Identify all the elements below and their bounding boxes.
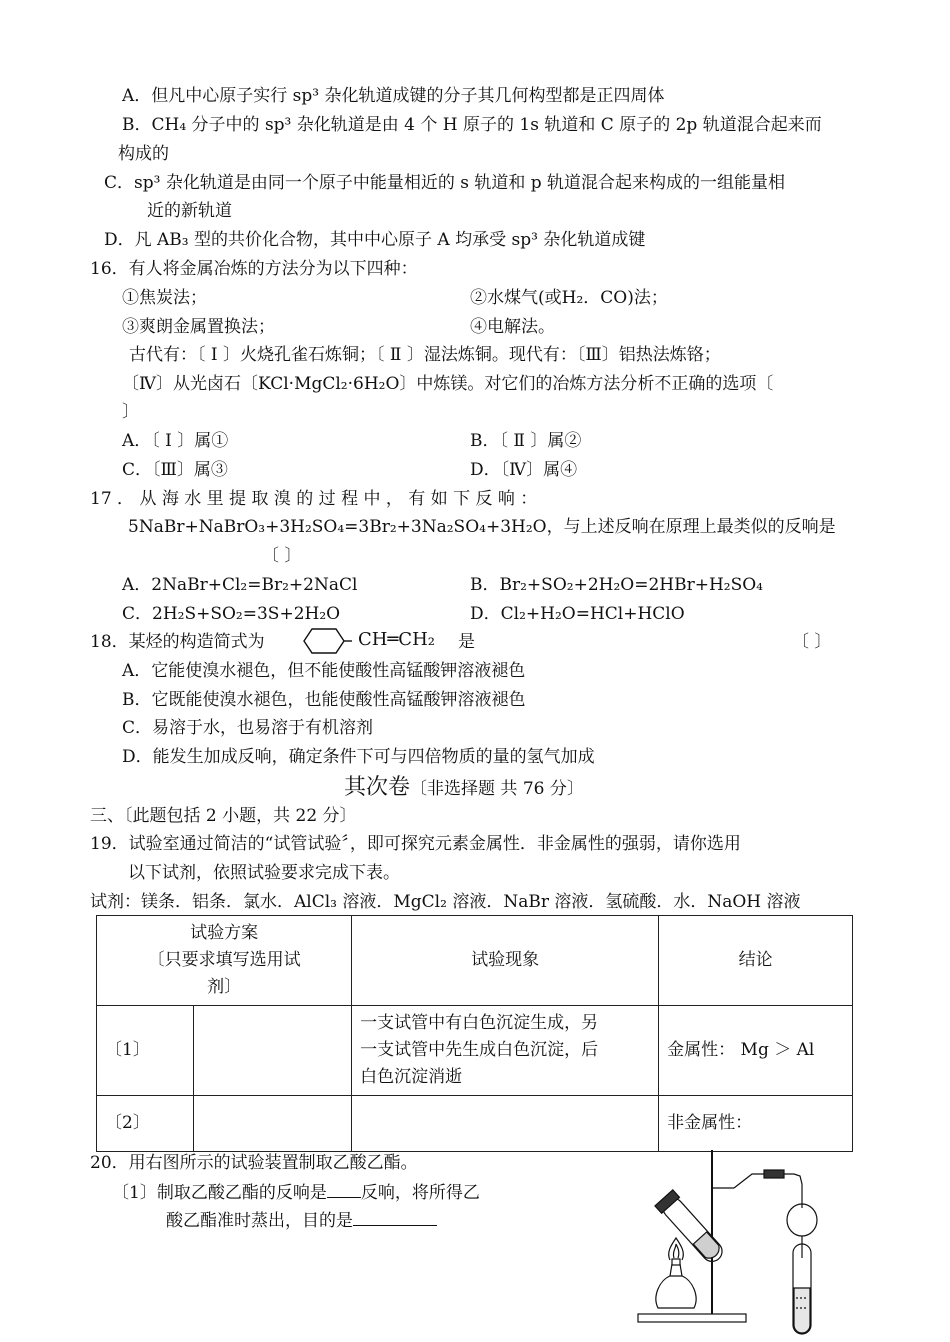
q18-option-a: A．它能使溴水褪色，但不能使酸性高锰酸钾溶液褪色: [122, 661, 526, 681]
q16-method-1: ①焦炭法；: [122, 288, 207, 308]
q17-answer-bracket: 〔 〕: [262, 546, 302, 566]
q16-option-c: C．〔Ⅲ〕属③: [122, 460, 228, 480]
row1-phenomenon-line1: 一支试管中有白色沉淀生成，另: [360, 1013, 599, 1033]
q17-option-a: A．2NaBr+Cl₂=Br₂+2NaCl: [122, 575, 358, 595]
q20-stem: 20．用右图所示的试验装置制取乙酸乙酯。: [90, 1153, 418, 1173]
q17-stem-line2: 5NaBr+NaBrO₃+3H₂SO₄=3Br₂+3Na₂SO₄+3H₂O，与上述反响在原理上最类似的反响是: [128, 517, 836, 537]
ester-apparatus-diagram: [630, 1148, 840, 1338]
row1-conclusion: 金属性： Mg ＞ Al: [659, 1006, 853, 1096]
q18-stem-post: 是: [458, 632, 475, 652]
header-plan: [97, 916, 352, 1006]
q20-blank-reaction-type[interactable]: [327, 1181, 361, 1198]
q16-option-d: D．〔Ⅳ〕属④: [470, 460, 578, 480]
q18-answer-bracket: 〔 〕: [792, 632, 832, 652]
q17-option-b: B．Br₂+SO₂+2H₂O=2HBr+H₂SO₄: [470, 575, 763, 595]
q15-option-a: A．但凡中心原子实行 sp³ 杂化轨道成键的分子其几何构型都是正四周体: [122, 86, 665, 106]
part2-title: 其次卷: [344, 775, 411, 800]
header-plan-line2: 〔只要求填写选用试: [147, 950, 301, 970]
header-plan-line1: 试验方案: [190, 923, 259, 943]
row2-phenomenon-cell[interactable]: [352, 1096, 659, 1152]
row1-phenomenon-line2: 一支试管中先生成白色沉淀，后: [360, 1040, 599, 1060]
q20-part1-line2: [166, 1209, 437, 1232]
part2-subtitle: 〔非选择题 共 76 分〕: [410, 779, 584, 799]
q16-method-3: ③爽朗金属置换法；: [122, 317, 275, 337]
q20-part1-text-b: 反响，将所得乙: [360, 1183, 480, 1203]
q17-stem-line1: 17 ． 从 海 水 里 提 取 溴 的 过 程 中 ， 有 如 下 反 响 ：: [90, 489, 538, 509]
q19-experiment-table: [96, 915, 853, 1152]
q15-option-c-line1: C．sp³ 杂化轨道是由同一个原子中能量相近的 s 轨道和 p 轨道混合起来构成的一组能量相: [104, 173, 786, 193]
section-3-heading: 三、〔此题包括 2 小题，共 22 分〕: [90, 806, 357, 826]
q16-context-line1: 古代有：〔 Ⅰ 〕火烧孔雀石炼铜；〔 Ⅱ 〕湿法炼铜。现代有：〔Ⅲ〕铝热法炼铬；: [129, 345, 721, 365]
stand-base: [638, 1314, 746, 1322]
q20-part1-line1: [112, 1181, 480, 1204]
q15-option-d: D．凡 AB₃ 型的共价化合物，其中中心原子 A 均承受 sp³ 杂化轨道成键: [104, 230, 646, 250]
q16-method-2: ②水煤气(或H₂．CO)法；: [470, 288, 668, 308]
table-row: [97, 1096, 853, 1152]
row1-phenomenon: [352, 1006, 659, 1096]
q16-option-b: B．〔 Ⅱ 〕属②: [470, 431, 582, 451]
q16-context-line3: 〕: [122, 402, 139, 422]
q15-option-c-line2: 近的新轨道: [147, 201, 232, 221]
q20-part1-text-c: 酸乙酯准时蒸出，目的是: [166, 1211, 353, 1231]
q18-option-c: C．易溶于水，也易溶于有机溶剂: [122, 718, 374, 738]
row1-number: 〔1〕: [97, 1006, 194, 1096]
q18-option-b: B．它既能使溴水褪色，也能使酸性高锰酸钾溶液褪色: [122, 690, 526, 710]
header-plan-line3: 剂〕: [207, 977, 242, 997]
q18-formula: CH═CH₂: [358, 629, 435, 650]
q20-part1-text-a: 〔1〕制取乙酸乙酯的反响是: [112, 1183, 327, 1203]
q18-stem: 18．某烃的构造简式为: [90, 632, 265, 652]
table-row: [97, 1006, 853, 1096]
benzene-ring-structure: [296, 626, 352, 656]
q16-context-line2: 〔Ⅳ〕从光卤石〔KCl·MgCl₂·6H₂O〕中炼镁。对它们的冶炼方法分析不正确的选项〔: [122, 374, 774, 394]
q16-stem: 16．有人将金属冶炼的方法分为以下四种：: [90, 259, 418, 279]
row2-reagents-cell[interactable]: [194, 1096, 352, 1152]
row1-reagents-cell[interactable]: [194, 1006, 352, 1096]
row1-phenomenon-line3: 白色沉淀消逝: [360, 1067, 463, 1087]
q20-blank-purpose[interactable]: [353, 1209, 437, 1226]
table-header-row: [97, 916, 853, 1006]
header-conclusion: 结论: [659, 916, 853, 1006]
q17-option-d: D．Cl₂+H₂O=HCl+HClO: [470, 604, 685, 624]
q19-reagents: 试剂：镁条．铝条．氯水．AlCl₃ 溶液．MgCl₂ 溶液．NaBr 溶液．氢硫酸．水．NaOH 溶液: [90, 892, 801, 912]
header-phenomenon: 试验现象: [352, 916, 659, 1006]
q16-method-4: ④电解法。: [470, 317, 555, 337]
q19-stem-line1: 19．试验室通过简洁的“试管试验〞，即可探究元素金属性．非金属性的强弱，请你选用: [90, 834, 741, 854]
q17-option-c: C．2H₂S+SO₂=3S+2H₂O: [122, 604, 341, 624]
q15-option-b-line1: B．CH₄ 分子中的 sp³ 杂化轨道是由 4 个 H 原子的 1s 轨道和 C 原子的 2p 轨道混合起来而: [122, 115, 822, 135]
row2-conclusion: 非金属性：: [659, 1096, 853, 1152]
q18-option-d: D．能发生加成反响，确定条件下可与四倍物质的量的氢气加成: [122, 747, 595, 767]
q15-option-b-line2: 构成的: [118, 144, 169, 164]
row2-number: 〔2〕: [97, 1096, 194, 1152]
part2-heading: [344, 774, 584, 803]
q16-option-a: A．〔 Ⅰ 〕属①: [122, 431, 229, 451]
q19-stem-line2: 以下试剂，依照试验要求完成下表。: [128, 863, 400, 883]
